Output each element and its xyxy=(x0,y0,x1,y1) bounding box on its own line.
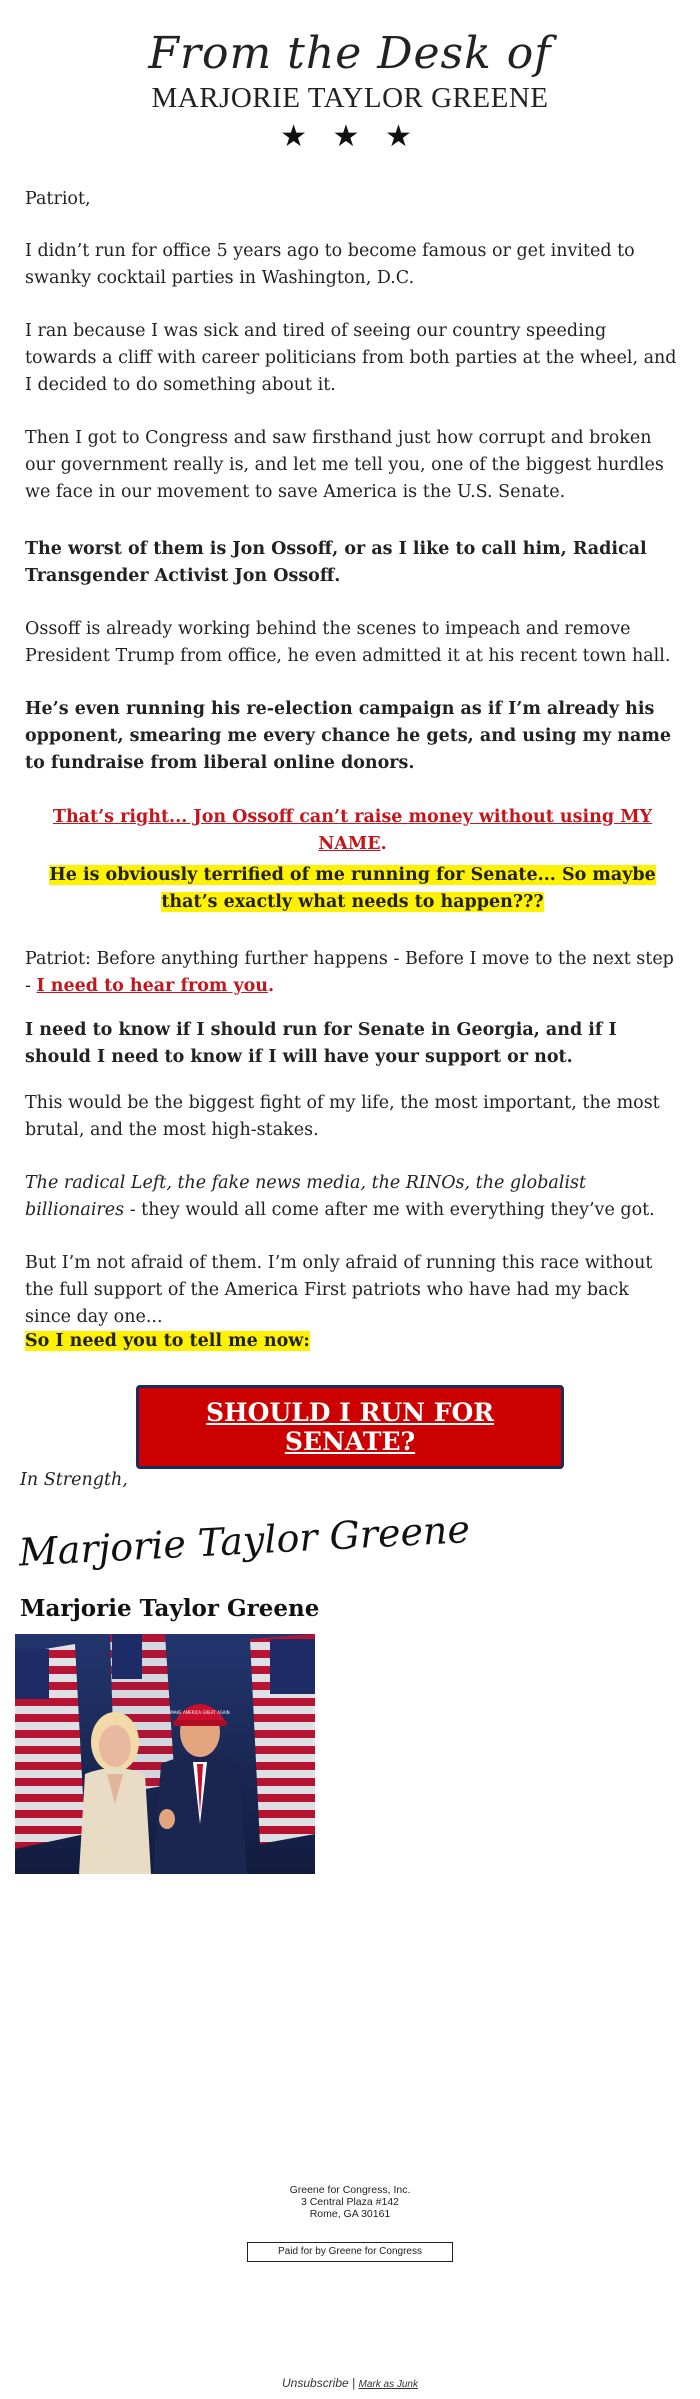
run-for-senate-button[interactable]: SHOULD I RUN FOR SENATE? xyxy=(136,1385,564,1469)
hat-text: MAKE AMERICA GREAT AGAIN xyxy=(170,1710,230,1715)
paragraph-10: I need to know if I should run for Senate in Georgia, and if I should I need to know if I will have your support or not. xyxy=(25,1020,617,1067)
signer-name: Marjorie Taylor Greene xyxy=(20,1595,320,1622)
paragraph-2: I ran because I was sick and tired of seeing our country speeding towards a cliff with career politicians from both parties at the wheel, and I decided to do something about it. xyxy=(25,321,677,395)
paragraph-9-end: . xyxy=(268,976,275,996)
paragraph-4: The worst of them is Jon Ossoff, or as I like to call him, Radical Transgender Activist Jon Ossoff. xyxy=(25,539,647,586)
signature-text: Marjorie Taylor Greene xyxy=(17,1507,471,1575)
sign-off: In Strength, xyxy=(20,1470,128,1490)
hear-from-you-link[interactable]: I need to hear from you xyxy=(36,976,269,996)
photo-illustration xyxy=(15,1634,315,1874)
paragraph-9-text: Patriot: Before anything further happens - Before I move to the next step - xyxy=(25,949,674,996)
paragraph-6: He’s even running his re-election campaign as if I’m already his opponent, smearing me every chance he gets, and using my name to fundraise from liberal online donors. xyxy=(25,699,672,773)
paragraph-12 xyxy=(25,1170,680,1224)
paragraph-7 xyxy=(25,804,680,858)
letterhead xyxy=(0,0,700,154)
highlighted-tell-me-now: So I need you to tell me now: xyxy=(25,1331,310,1351)
paragraph-14 xyxy=(25,1328,680,1355)
footer-org: Greene for Congress, Inc. xyxy=(289,2184,411,2196)
paragraph-3: Then I got to Congress and saw firsthand just how corrupt and broken our government really is, and let me tell you, one of the biggest hurdles we face in our movement to save America is the U.S. Senate. xyxy=(25,428,664,502)
footer-separator: | xyxy=(352,2376,356,2390)
highlighted-senate-text: He is obviously terrified of me running for Senate... So maybe that’s exactly what needs to happen??? xyxy=(49,865,656,912)
paragraph-7-end: . xyxy=(380,834,387,854)
paragraph-5: Ossoff is already working behind the scenes to impeach and remove President Trump from office, he even admitted it at his recent town hall. xyxy=(25,619,671,666)
paragraph-1: I didn’t run for office 5 years ago to become famous or get invited to swanky cocktail parties in Washington, D.C. xyxy=(25,241,635,288)
paragraph-12-italic: The radical Left, the fake news media, the RINOs, the globalist billionaires xyxy=(25,1173,587,1220)
ossoff-my-name-link[interactable]: That’s right... Jon Ossoff can’t raise money without using MY NAME xyxy=(52,807,653,854)
letterhead-name: MARJORIE TAYLOR GREENE xyxy=(151,82,549,114)
paragraph-13: But I’m not afraid of them. I’m only afraid of running this race without the full support of the America First patriots who have had my back since day one... xyxy=(25,1253,653,1327)
greeting: Patriot, xyxy=(25,189,91,209)
flag-right-icon xyxy=(250,1634,315,1844)
paragraph-12-rest: - they would all come after me with everything they’ve got. xyxy=(124,1200,655,1220)
footer-links xyxy=(0,2377,700,2391)
paragraph-9 xyxy=(25,946,680,1000)
flag-left-icon xyxy=(15,1644,85,1849)
mark-as-junk-link[interactable]: Mark as Junk xyxy=(358,2379,418,2390)
cta-container xyxy=(0,1385,700,1469)
footer-paid-for xyxy=(0,2242,700,2262)
footer-address xyxy=(0,2184,700,2220)
unsubscribe-link[interactable]: Unsubscribe xyxy=(282,2376,349,2390)
paid-for-disclaimer: Paid for by Greene for Congress xyxy=(247,2242,453,2262)
three-stars-icon: ★ ★ ★ xyxy=(280,119,420,154)
campaign-photo xyxy=(15,1634,315,1874)
signature-image xyxy=(15,1507,471,1578)
paragraph-11: This would be the biggest fight of my life, the most important, the most brutal, and the most high-stakes. xyxy=(25,1093,660,1140)
footer-address-line-1: 3 Central Plaza #142 xyxy=(300,2196,400,2208)
paragraph-8 xyxy=(25,862,680,916)
footer-address-line-2: Rome, GA 30161 xyxy=(309,2208,391,2220)
letterhead-script-title: From the Desk of xyxy=(148,28,552,79)
